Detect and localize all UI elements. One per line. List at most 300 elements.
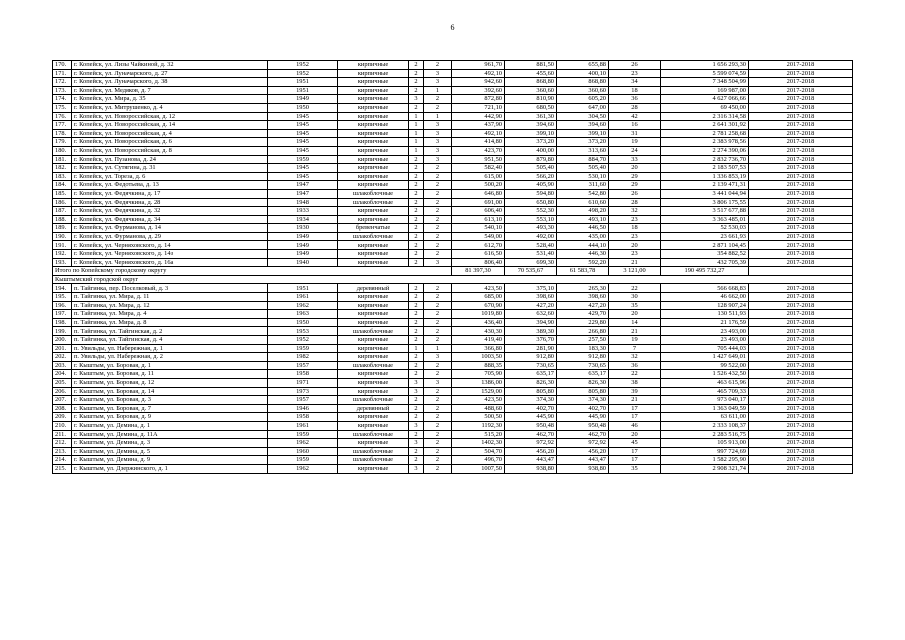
table-row [53,78,853,87]
cell-res: 311,60 [557,181,609,190]
cell-ent: 2 [424,310,452,319]
cell-liv: 594,80 [505,189,557,198]
cell-ent: 2 [424,232,452,241]
cell-addr: г. Копейск, ул. Лизы Чайкиной, д. 32 [72,61,268,70]
cell-mat: кирпичные [338,464,409,473]
cell-addr: г. Копейск, ул. Новороссийская, д. 4 [72,129,268,138]
housing-registry-table [52,60,853,474]
cell-tot: 582,40 [452,164,505,173]
cell-no: 210. [53,421,72,430]
cell-tot: 606,40 [452,207,505,216]
cell-addr: г. Копейск, ул. Федячкина, д. 28 [72,198,268,207]
table-row [53,258,853,267]
cell-year: 1958 [268,370,338,379]
cell-ent: 2 [424,293,452,302]
cell-addr: п. Тайгинка, ул. Мира, д. 11 [72,293,268,302]
cell-addr: г. Копейск, ул. Мира, д. 35 [72,95,268,104]
cell-mat: кирпичные [338,138,409,147]
cell-cost: 1 582 295,90 [661,456,749,465]
cell-fl: 1 [409,138,424,147]
cell-res: 868,80 [557,78,609,87]
cell-ent: 1 [424,86,452,95]
cell-cnt: 29 [609,181,661,190]
cell-no: 193. [53,258,72,267]
cell-cost: 2 274 390,06 [661,146,749,155]
cell-liv: 360,60 [505,86,557,95]
cell-per: 2017-2018 [749,293,853,302]
cell-ent: 2 [424,95,452,104]
total-area: 81 397,30 [452,267,505,276]
page-number: 6 [450,23,455,32]
cell-liv: 405,90 [505,181,557,190]
cell-cnt: 23 [609,69,661,78]
cell-liv: 566,20 [505,172,557,181]
cell-year: 1962 [268,464,338,473]
cell-res: 266,80 [557,327,609,336]
cell-mat: кирпичные [338,353,409,362]
cell-liv: 427,20 [505,301,557,310]
cell-liv: 455,60 [505,69,557,78]
cell-cost: 2 139 471,31 [661,181,749,190]
cell-tot: 504,70 [452,447,505,456]
cell-tot: 437,90 [452,121,505,130]
cell-addr: г. Копейск, ул. Луначарского, д. 27 [72,69,268,78]
cell-cost: 23 493,00 [661,327,749,336]
cell-liv: 881,50 [505,61,557,70]
cell-cnt: 45 [609,439,661,448]
cell-tot: 423,70 [452,146,505,155]
cell-year: 1951 [268,284,338,293]
cell-per: 2017-2018 [749,378,853,387]
cell-fl: 2 [409,361,424,370]
cell-tot: 1192,30 [452,421,505,430]
cell-liv: 810,90 [505,95,557,104]
cell-year: 1949 [268,95,338,104]
cell-cnt: 23 [609,250,661,259]
cell-cnt: 17 [609,456,661,465]
cell-liv: 361,30 [505,112,557,121]
cell-fl: 3 [409,421,424,430]
cell-cost: 2 781 258,68 [661,129,749,138]
cell-year: 1961 [268,293,338,302]
cell-no: 214. [53,456,72,465]
cell-no: 200. [53,336,72,345]
cell-mat: кирпичные [338,310,409,319]
cell-per: 2017-2018 [749,439,853,448]
cell-cnt: 46 [609,421,661,430]
cell-addr: г. Копейск, ул. Новороссийская, д. 14 [72,121,268,130]
cell-liv: 375,10 [505,284,557,293]
cell-liv: 912,80 [505,353,557,362]
cell-year: 1952 [268,336,338,345]
cell-liv: 950,48 [505,421,557,430]
cell-liv: 680,50 [505,103,557,112]
cell-tot: 419,40 [452,336,505,345]
cell-fl: 3 [409,439,424,448]
cell-fl: 2 [409,430,424,439]
cell-ent: 2 [424,361,452,370]
cell-year: 1934 [268,215,338,224]
cell-per: 2017-2018 [749,164,853,173]
cell-res: 374,30 [557,396,609,405]
cell-cnt: 7 [609,344,661,353]
cell-no: 211. [53,430,72,439]
cell-per: 2017-2018 [749,61,853,70]
cell-liv: 505,40 [505,164,557,173]
cell-ent: 2 [424,301,452,310]
cell-cnt: 16 [609,121,661,130]
table-row [53,121,853,130]
cell-per: 2017-2018 [749,103,853,112]
cell-addr: г. Копейск, ул. Новороссийская, д. 8 [72,146,268,155]
cell-no: 213. [53,447,72,456]
cell-per: 2017-2018 [749,198,853,207]
cell-addr: г. Копейск, ул. Федячкина, д. 34 [72,215,268,224]
cell-addr: п. Увильды, ул. Набережная, д. 2 [72,353,268,362]
cell-no: 191. [53,241,72,250]
cell-per: 2017-2018 [749,344,853,353]
total-living-area: 70 535,67 [505,267,557,276]
cell-fl: 2 [409,370,424,379]
table-row [53,387,853,396]
cell-addr: г. Копейск, ул. Сутягина, д. 31 [72,164,268,173]
cell-addr: г. Кыштым, ул. Боровая, д. 7 [72,404,268,413]
cell-cnt: 23 [609,232,661,241]
table-row [53,129,853,138]
cell-liv: 402,70 [505,404,557,413]
cell-liv: 398,60 [505,293,557,302]
cell-year: 1963 [268,310,338,319]
cell-per: 2017-2018 [749,172,853,181]
table-row [53,327,853,336]
cell-cost: 973 040,17 [661,396,749,405]
cell-year: 1947 [268,189,338,198]
cell-ent: 3 [424,138,452,147]
table-row [53,301,853,310]
cell-year: 1961 [268,421,338,430]
cell-res: 884,70 [557,155,609,164]
cell-res: 592,20 [557,258,609,267]
cell-ent: 1 [424,344,452,353]
cell-mat: шлакоблочные [338,189,409,198]
cell-fl: 2 [409,215,424,224]
table-row [53,155,853,164]
table-row [53,421,853,430]
cell-no: 190. [53,232,72,241]
cell-ent: 2 [424,61,452,70]
cell-ent: 1 [424,112,452,121]
cell-per: 2017-2018 [749,258,853,267]
cell-cnt: 35 [609,464,661,473]
cell-cnt: 17 [609,447,661,456]
cell-cnt: 31 [609,129,661,138]
table-row [53,404,853,413]
cell-cnt: 36 [609,95,661,104]
cell-no: 201. [53,344,72,353]
cell-no: 179. [53,138,72,147]
cell-no: 202. [53,353,72,362]
cell-mat: бревенчатые [338,224,409,233]
cell-mat: кирпичные [338,344,409,353]
cell-liv: 492,00 [505,232,557,241]
cell-year: 1945 [268,138,338,147]
cell-res: 373,20 [557,138,609,147]
cell-cnt: 20 [609,310,661,319]
cell-year: 1957 [268,396,338,405]
cell-mat: кирпичные [338,103,409,112]
cell-cost: 2 908 321,74 [661,464,749,473]
cell-liv: 445,90 [505,413,557,422]
cell-no: 170. [53,61,72,70]
cell-year: 1962 [268,439,338,448]
cell-no: 171. [53,69,72,78]
cell-mat: кирпичные [338,181,409,190]
cell-cost: 2 641 301,92 [661,121,749,130]
cell-mat: кирпичные [338,336,409,345]
cell-cnt: 35 [609,301,661,310]
cell-addr: г. Кыштым, ул. Боровая, д. 12 [72,378,268,387]
cell-res: 912,80 [557,353,609,362]
cell-tot: 1019,80 [452,310,505,319]
cell-liv: 373,20 [505,138,557,147]
cell-tot: 540,10 [452,224,505,233]
cell-addr: г. Копейск, ул. Черняховского, д. 16а [72,258,268,267]
cell-cnt: 19 [609,138,661,147]
cell-res: 183,30 [557,344,609,353]
cell-cnt: 21 [609,327,661,336]
cell-res: 972,92 [557,439,609,448]
cell-mat: шлакоблочные [338,396,409,405]
cell-cnt: 42 [609,112,661,121]
cell-no: 188. [53,215,72,224]
cell-ent: 2 [424,464,452,473]
cell-no: 184. [53,181,72,190]
cell-cnt: 26 [609,189,661,198]
cell-cnt: 34 [609,78,661,87]
table-row [53,439,853,448]
cell-cnt: 23 [609,215,661,224]
cell-cost: 1 363 049,59 [661,404,749,413]
table-row [53,396,853,405]
cell-res: 443,47 [557,456,609,465]
cell-addr: г. Кыштым, ул. Демина, д. 5 [72,447,268,456]
cell-addr: г. Копейск, ул. Фурманова, д. 29 [72,232,268,241]
cell-ent: 2 [424,439,452,448]
cell-fl: 3 [409,464,424,473]
cell-fl: 2 [409,310,424,319]
cell-addr: г. Копейск, ул. Новороссийская, д. 12 [72,112,268,121]
cell-cost: 23 661,93 [661,232,749,241]
cell-year: 1949 [268,232,338,241]
cell-liv: 394,90 [505,318,557,327]
table-row [53,293,853,302]
cell-year: 1971 [268,378,338,387]
cell-tot: 670,90 [452,301,505,310]
cell-ent: 3 [424,129,452,138]
cell-liv: 400,00 [505,146,557,155]
cell-res: 635,17 [557,370,609,379]
cell-cost: 997 724,69 [661,447,749,456]
cell-tot: 1003,50 [452,353,505,362]
cell-no: 198. [53,318,72,327]
cell-ent: 2 [424,404,452,413]
cell-mat: кирпичные [338,387,409,396]
cell-tot: 496,70 [452,456,505,465]
table-row [53,413,853,422]
cell-addr: г. Копейск, ул. Черняховского, д. 14 [72,241,268,250]
cell-cost: 463 615,96 [661,378,749,387]
cell-no: 174. [53,95,72,104]
cell-year: 1947 [268,181,338,190]
cell-tot: 721,10 [452,103,505,112]
cell-per: 2017-2018 [749,215,853,224]
cell-res: 605,20 [557,95,609,104]
cell-liv: 805,80 [505,387,557,396]
cell-no: 209. [53,413,72,422]
cell-fl: 2 [409,293,424,302]
cell-liv: 972,92 [505,439,557,448]
cell-addr: п. Тайгинка, ул. Тайгинская, д. 4 [72,336,268,345]
cell-no: 208. [53,404,72,413]
cell-fl: 2 [409,396,424,405]
cell-res: 429,70 [557,310,609,319]
cell-ent: 2 [424,172,452,181]
cell-no: 180. [53,146,72,155]
section-label: Кыштымский городской округ [53,275,853,284]
cell-per: 2017-2018 [749,447,853,456]
cell-liv: 699,30 [505,258,557,267]
cell-liv: 493,30 [505,224,557,233]
total-cost: 190 495 732,27 [661,267,749,276]
cell-no: 185. [53,189,72,198]
cell-ent: 2 [424,421,452,430]
cell-ent: 2 [424,164,452,173]
cell-mat: кирпичные [338,121,409,130]
cell-res: 229,80 [557,318,609,327]
cell-cost: 1 427 649,01 [661,353,749,362]
table-row [53,241,853,250]
cell-no: 183. [53,172,72,181]
table-row [53,172,853,181]
cell-ent: 2 [424,447,452,456]
cell-fl: 2 [409,198,424,207]
cell-addr: г. Кыштым, ул. Боровая, д. 1 [72,361,268,370]
cell-cost: 3 517 677,88 [661,207,749,216]
cell-liv: 635,17 [505,370,557,379]
cell-fl: 2 [409,301,424,310]
table-row [53,284,853,293]
cell-addr: г. Копейск, ул. Федячкина, д. 17 [72,189,268,198]
cell-res: 826,30 [557,378,609,387]
cell-per: 2017-2018 [749,121,853,130]
cell-tot: 430,30 [452,327,505,336]
table-row [53,224,853,233]
cell-mat: шлакоблочные [338,198,409,207]
cell-liv: 443,47 [505,456,557,465]
cell-year: 1973 [268,387,338,396]
cell-cost: 3 363 485,01 [661,215,749,224]
cell-addr: п. Тайгинка, ул. Тайгинская, д. 2 [72,327,268,336]
cell-mat: кирпичные [338,318,409,327]
cell-fl: 2 [409,224,424,233]
cell-mat: шлакоблочные [338,447,409,456]
cell-per: 2017-2018 [749,189,853,198]
cell-liv: 730,65 [505,361,557,370]
cell-mat: кирпичные [338,78,409,87]
cell-tot: 414,80 [452,138,505,147]
cell-per: 2017-2018 [749,250,853,259]
cell-tot: 436,40 [452,318,505,327]
cell-per: 2017-2018 [749,413,853,422]
cell-cost: 1 526 432,50 [661,370,749,379]
cell-tot: 951,50 [452,155,505,164]
cell-per: 2017-2018 [749,396,853,405]
cell-fl: 3 [409,378,424,387]
cell-tot: 1529,00 [452,387,505,396]
cell-year: 1952 [268,69,338,78]
cell-fl: 2 [409,318,424,327]
cell-year: 1946 [268,404,338,413]
total-label: Итого по Копейскому городскому округу [53,267,452,276]
cell-res: 400,10 [557,69,609,78]
cell-mat: кирпичные [338,155,409,164]
cell-mat: кирпичные [338,172,409,181]
cell-res: 938,80 [557,464,609,473]
cell-no: 215. [53,464,72,473]
cell-cnt: 18 [609,224,661,233]
cell-addr: г. Кыштым, ул. Дзержинского, д. 1 [72,464,268,473]
cell-year: 1945 [268,112,338,121]
cell-ent: 2 [424,336,452,345]
cell-res: 505,40 [557,164,609,173]
table-row [53,61,853,70]
cell-res: 950,48 [557,421,609,430]
cell-cost: 2 283 516,75 [661,430,749,439]
cell-year: 1945 [268,121,338,130]
cell-res: 446,50 [557,224,609,233]
cell-year: 1962 [268,301,338,310]
cell-cnt: 19 [609,336,661,345]
cell-fl: 2 [409,69,424,78]
cell-year: 1950 [268,318,338,327]
cell-fl: 2 [409,78,424,87]
cell-mat: деревянный [338,284,409,293]
cell-no: 175. [53,103,72,112]
cell-res: 542,80 [557,189,609,198]
cell-no: 204. [53,370,72,379]
cell-fl: 2 [409,232,424,241]
cell-cnt: 33 [609,155,661,164]
cell-fl: 2 [409,327,424,336]
cell-cnt: 20 [609,241,661,250]
table-row [53,447,853,456]
cell-year: 1949 [268,241,338,250]
cell-no: 172. [53,78,72,87]
cell-per: 2017-2018 [749,301,853,310]
cell-mat: кирпичные [338,378,409,387]
cell-addr: г. Копейск, ул. Черняховского, д. 14з [72,250,268,259]
cell-mat: кирпичные [338,215,409,224]
cell-tot: 888,35 [452,361,505,370]
cell-per: 2017-2018 [749,78,853,87]
cell-tot: 1402,30 [452,439,505,448]
cell-ent: 2 [424,396,452,405]
cell-year: 1957 [268,361,338,370]
cell-res: 265,30 [557,284,609,293]
cell-per: 2017-2018 [749,129,853,138]
cell-fl: 2 [409,447,424,456]
cell-addr: г. Копейск, ул. Фурманова, д. 14 [72,224,268,233]
